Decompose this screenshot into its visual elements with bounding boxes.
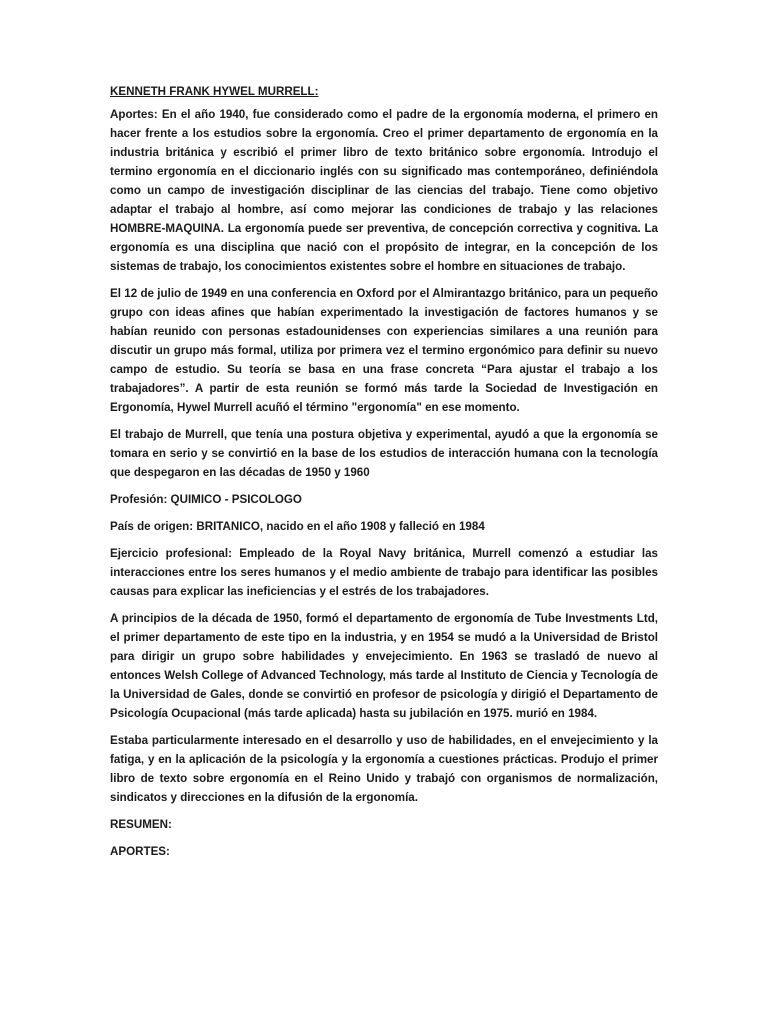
paragraph-interests: Estaba particularmente interesado en el desarrollo y uso de habilidades, en el envejecimiento y la fatiga, y en la aplicación de la psicología y la ergonomía a cuestiones prácticas. Produjo el primer libro de texto sobre ergonomía en el Reino Unido y trabajó con organismos de normalización, sindicatos y direcciones en la difusión de la ergonomía. (110, 734, 658, 804)
heading-resumen: RESUMEN: (110, 818, 172, 831)
paragraph-aportes-intro: Aportes: En el año 1940, fue considerado como el padre de la ergonomía moderna, el primero en hacer frente a los estudios sobre la ergonomía. Creo el primer departamento de ergonomía en la industria británica y escribió el primer libro de texto británico sobre ergonomía. Introdujo el termino ergonomía en el diccionario inglés con su significado mas contemporáneo, definiéndola como un campo de investigación disciplinar de las ciencias del trabajo. Tiene como objetivo adaptar el trabajo al hombre, así como mejorar las condiciones de trabajo y las relaciones HOMBRE-MAQUINA. La ergonomía puede ser preventiva, de concepción correctiva y cognitiva. La ergonomía es una disciplina que nació con el propósito de integrar, en la concepción de los sistemas de trabajo, los conocimientos existentes sobre el hombre en situaciones de trabajo. (110, 108, 658, 273)
paragraph-pais-origen: País de origen: BRITANICO, nacido en el año 1908 y falleció en 1984 (110, 520, 485, 533)
paragraph-ejercicio-profesional: Ejercicio profesional: Empleado de la Royal Navy británica, Murrell comenzó a estudiar las interacciones entre los seres humanos y el medio ambiente de trabajo para identificar las posibles causas para explicar las ineficiencias y el estrés de los trabajadores. (110, 547, 658, 598)
document-page (110, 82, 658, 869)
paragraph-career-history: A principios de la década de 1950, formó el departamento de ergonomía de Tube Investments Ltd, el primer departamento de este tipo en la industria, y en 1954 se mudó a la Universidad de Bristol para dirigir un grupo sobre habilidades y envejecimiento. En 1963 se trasladó de nuevo al entonces Welsh College of Advanced Technology, más tarde al Instituto de Ciencia y Tecnología de la Universidad de Gales, donde se convirtió en profesor de psicología y dirigió el Departamento de Psicología Ocupacional (más tarde aplicada) hasta su jubilación en 1975. murió en 1984. (110, 612, 658, 720)
heading-aportes: APORTES: (110, 845, 170, 858)
paragraph-oxford-conference: El 12 de julio de 1949 en una conferencia en Oxford por el Almirantazgo británico, para un pequeño grupo con ideas afines que habían experimentado la investigación de factores humanos y se habían reunido con personas estadounidenses con experiencias similares a una reunión para discutir un grupo más formal, utiliza por primera vez el termino ergonómico para definir su nuevo campo de estudio. Su teoría se basa en una frase concreta “Para ajustar el trabajo a los trabajadores”. A partir de esta reunión se formó más tarde la Sociedad de Investigación en Ergonomía, Hywel Murrell acuñó el término "ergonomía" en ese momento. (110, 287, 658, 414)
document-title: KENNETH FRANK HYWEL MURRELL: (110, 85, 319, 98)
paragraph-profesion: Profesión: QUIMICO - PSICOLOGO (110, 493, 302, 506)
paragraph-murrell-work: El trabajo de Murrell, que tenía una postura objetiva y experimental, ayudó a que la ergonomía se tomara en serio y se convirtió en la base de los estudios de interacción humana con la tecnología que despegaron en las décadas de 1950 y 1960 (110, 428, 658, 479)
